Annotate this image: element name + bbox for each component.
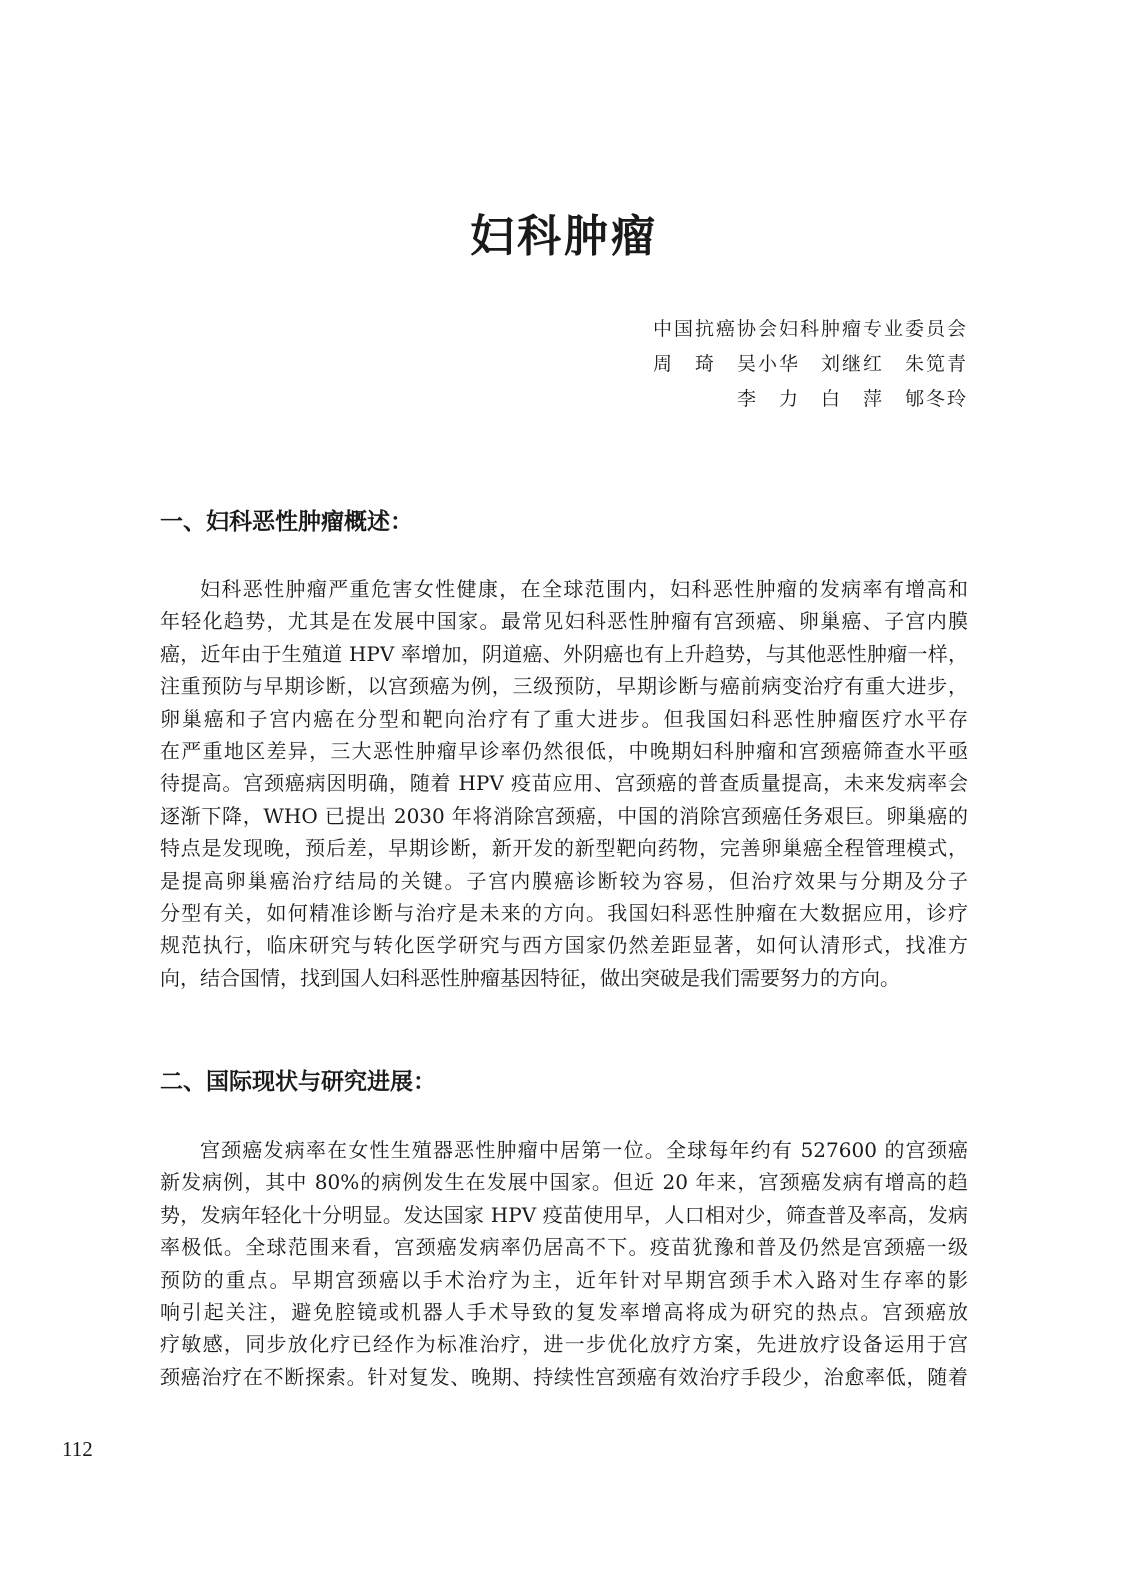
paragraph-line: 注重预防与早期诊断，以宫颈癌为例，三级预防，早期诊断与癌前病变治疗有重大进步，: [160, 674, 968, 699]
author-block: [653, 312, 968, 417]
paragraph-line: 年轻化趋势，尤其是在发展中国家。最常见妇科恶性肿瘤有宫颈癌、卵巢癌、子宫内膜: [160, 609, 968, 634]
paragraph-line: 预防的重点。早期宫颈癌以手术治疗为主，近年针对早期宫颈手术入路对生存率的影: [160, 1267, 968, 1292]
paragraph-line: 妇科恶性肿瘤严重危害女性健康，在全球范围内，妇科恶性肿瘤的发病率有增高和: [200, 577, 968, 601]
paragraph-line: 势，发病年轻化十分明显。发达国家 HPV 疫苗使用早，人口相对少，筛查普及率高，发病: [160, 1202, 968, 1227]
paragraph-line: 特点是发现晚，预后差，早期诊断，新开发的新型靶向药物，完善卵巢癌全程管理模式，: [160, 836, 968, 861]
paragraph-line: 待提高。宫颈癌病因明确，随着 HPV 疫苗应用、宫颈癌的普查质量提高，未来发病率会: [160, 771, 968, 796]
paragraph-line: 分型有关，如何精准诊断与治疗是未来的方向。我国妇科恶性肿瘤在大数据应用，诊疗: [160, 900, 968, 925]
paragraph-international: [160, 1134, 968, 1393]
paragraph-line: 卵巢癌和子宫内癌在分型和靶向治疗有了重大进步。但我国妇科恶性肿瘤医疗水平存: [160, 706, 968, 731]
paragraph-overview: [160, 573, 968, 994]
paragraph-line: 疗敏感，同步放化疗已经作为标准治疗，进一步优化放疗方案，先进放疗设备运用于宫: [160, 1332, 968, 1357]
paragraph-line: 是提高卵巢癌治疗结局的关键。子宫内膜癌诊断较为容易，但治疗效果与分期及分子: [160, 868, 968, 893]
section-heading-international: 二、国际现状与研究进展：: [160, 1069, 436, 1095]
paragraph-line: 响引起关注，避免腔镜或机器人手术导致的复发率增高将成为研究的热点。宫颈癌放: [160, 1299, 968, 1324]
author-names-line-2: 李 力 白 萍 郇冬玲: [736, 388, 968, 410]
author-organization: 中国抗癌协会妇科肿瘤专业委员会: [652, 318, 968, 340]
paragraph-line: 癌，近年由于生殖道 HPV 率增加，阴道癌、外阴癌也有上升趋势，与其他恶性肿瘤一样，: [160, 641, 968, 666]
paragraph-line: 宫颈癌发病率在女性生殖器恶性肿瘤中居第一位。全球每年约有 527600 的宫颈癌: [200, 1138, 968, 1162]
paragraph-line: 在严重地区差异，三大恶性肿瘤早诊率仍然很低，中晚期妇科肿瘤和宫颈癌筛查水平亟: [160, 738, 968, 763]
paragraph-line: 向，结合国情，找到国人妇科恶性肿瘤基因特征，做出突破是我们需要努力的方向。: [160, 965, 900, 990]
paragraph-line: 颈癌治疗在不断探索。针对复发、晚期、持续性宫颈癌有效治疗手段少，治愈率低，随着: [160, 1364, 968, 1389]
paragraph-line: 率极低。全球范围来看，宫颈癌发病率仍居高不下。疫苗犹豫和普及仍然是宫颈癌一级: [160, 1235, 968, 1260]
author-names-line-1: 周 琦 吴小华 刘继红 朱笕青: [652, 353, 968, 375]
section-heading-overview: 一、妇科恶性肿瘤概述：: [160, 509, 413, 535]
page-number: 112: [62, 1437, 93, 1461]
paragraph-line: 新发病例，其中 80%的病例发生在发展中国家。但近 20 年来，宫颈癌发病有增高的趋: [160, 1170, 968, 1195]
paragraph-line: 规范执行，临床研究与转化医学研究与西方国家仍然差距显著，如何认清形式，找准方: [160, 933, 968, 958]
chapter-title: 妇科肿瘤: [470, 211, 658, 262]
paragraph-line: 逐渐下降，WHO 已提出 2030 年将消除宫颈癌，中国的消除宫颈癌任务艰巨。卵巢癌的: [160, 803, 968, 828]
